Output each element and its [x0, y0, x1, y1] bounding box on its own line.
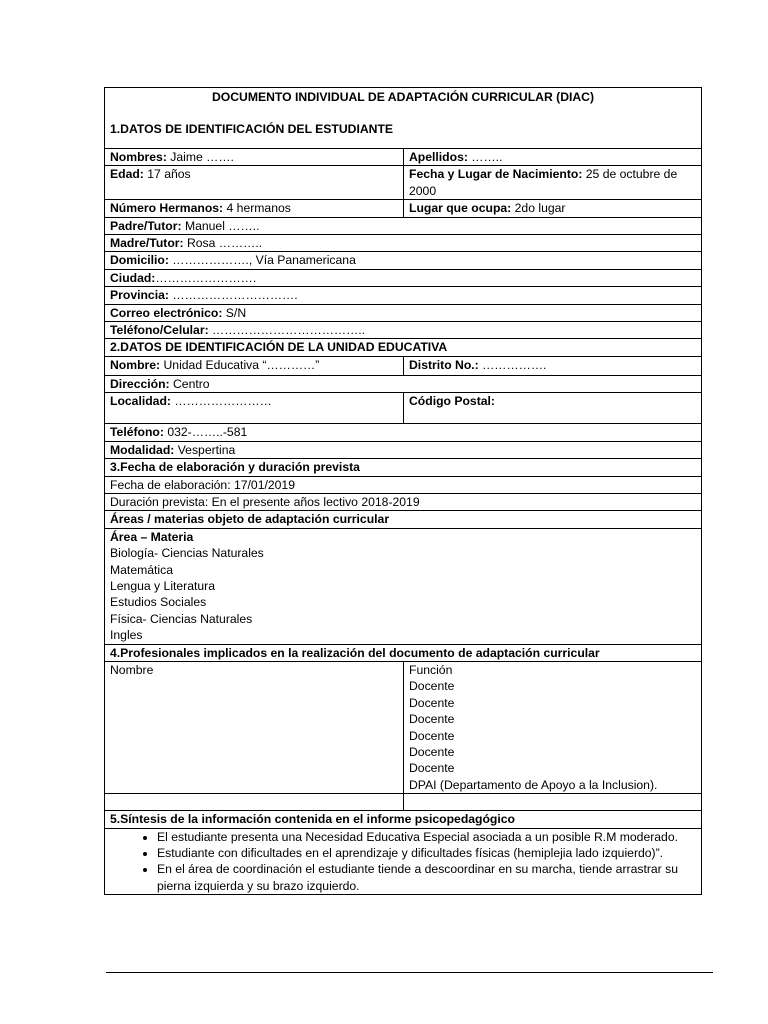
row-section4-title	[105, 644, 702, 661]
funcion-item: Docente	[409, 695, 455, 710]
distrito-value: …………….	[478, 357, 547, 372]
madre-value: Rosa ………..	[183, 236, 263, 251]
areas-title: Áreas / materias objeto de adaptación curricular	[105, 511, 702, 528]
row-direccion	[105, 375, 702, 392]
row-empty	[105, 794, 702, 811]
nombres-value: Jaime …….	[166, 150, 234, 164]
row-localidad	[105, 393, 702, 424]
hermanos-value: 4 hermanos	[223, 201, 291, 216]
fecha-elaboracion: Fecha de elaboración: 17/01/2019	[105, 476, 702, 493]
nombre-header: Nombre	[110, 662, 154, 677]
funcion-item: Docente	[409, 761, 455, 776]
direccion-label: Dirección:	[110, 376, 170, 391]
direccion-cell	[105, 375, 702, 392]
unidad-telefono-label: Teléfono:	[110, 425, 164, 440]
row-section3-title	[105, 459, 702, 476]
funcion-item: Docente	[409, 728, 455, 743]
telefono-celular-cell	[105, 322, 702, 339]
modalidad-value: Vespertina	[174, 442, 236, 457]
unidad-nombre-cell	[105, 356, 404, 375]
apellidos-label: Apellidos:	[409, 150, 468, 164]
profesional-funcion-cell	[404, 661, 702, 793]
direccion-value: Centro	[169, 376, 210, 391]
padre-cell	[105, 217, 702, 234]
domicilio-cell	[105, 252, 702, 269]
row-unidad-telefono	[105, 424, 702, 441]
localidad-value: ……………………	[170, 394, 272, 409]
materia-item: Física- Ciencias Naturales	[110, 611, 253, 626]
row-profesionales	[105, 661, 702, 793]
madre-label: Madre/Tutor:	[110, 236, 184, 251]
materia-item: Lengua y Literatura	[110, 578, 216, 593]
telefono-celular-value: ………………………………..	[208, 323, 366, 338]
hermanos-label: Número Hermanos:	[110, 201, 224, 216]
row-modalidad	[105, 441, 702, 458]
telefono-celular-label: Teléfono/Celular:	[110, 323, 209, 338]
row-hermanos	[105, 200, 702, 217]
nombres-label: Nombres:	[110, 150, 167, 164]
diac-form-table	[104, 87, 702, 895]
row-ciudad	[105, 269, 702, 286]
provincia-label: Provincia:	[110, 288, 169, 303]
funcion-header: Función	[409, 662, 453, 677]
section1-title: 1.DATOS DE IDENTIFICACIÓN DEL ESTUDIANTE	[110, 122, 394, 137]
apellidos-value: ……..	[467, 150, 503, 164]
section4-title: 4.Profesionales implicados en la realización del documento de adaptación curricular	[105, 644, 702, 661]
materias-cell	[105, 528, 702, 644]
nombres-cell	[105, 149, 404, 166]
area-header: Área – Materia	[110, 529, 194, 544]
lugar-cell	[404, 200, 702, 217]
funcion-item: Docente	[409, 745, 455, 759]
row-section2-title	[105, 339, 702, 356]
row-section5-title	[105, 811, 702, 828]
section5-title: 5.Síntesis de la información contenida en el informe psicopedagógico	[105, 811, 702, 828]
header-row	[105, 88, 702, 149]
row-materias	[105, 528, 702, 644]
sintesis-list	[110, 829, 696, 895]
row-correo	[105, 304, 702, 321]
fecha-nacimiento-label: Fecha y Lugar de Nacimiento:	[409, 167, 583, 182]
duracion-prevista: Duración prevista: En el presente años lectivo 2018-2019	[105, 493, 702, 510]
sintesis-item: • Estudiante con dificultades en el aprendizaje y dificultades físicas (hemiplejia lado izquierdo)”.	[157, 845, 696, 861]
row-duracion	[105, 493, 702, 510]
distrito-cell	[404, 356, 702, 375]
localidad-label: Localidad:	[110, 394, 171, 409]
distrito-label: Distrito No.:	[409, 357, 479, 372]
section2-title: 2.DATOS DE IDENTIFICACIÓN DE LA UNIDAD EDUCATIVA	[105, 339, 702, 356]
row-domicilio	[105, 252, 702, 269]
row-madre	[105, 235, 702, 252]
apellidos-cell	[404, 149, 702, 166]
profesional-nombre-cell	[105, 661, 404, 793]
row-sintesis	[105, 828, 702, 895]
row-edad	[105, 166, 702, 200]
domicilio-value: ………………., Vía Panamericana	[168, 253, 356, 268]
edad-label: Edad:	[110, 167, 144, 182]
unidad-nombre-value: Unidad Educativa “…………”	[160, 357, 320, 372]
provincia-cell	[105, 287, 702, 304]
row-areas-title	[105, 511, 702, 528]
sintesis-cell	[105, 828, 702, 895]
domicilio-label: Domicilio:	[110, 253, 169, 268]
edad-cell	[105, 166, 404, 200]
fecha-nacimiento-value: 25 de octubre de 2000	[409, 167, 678, 198]
materia-item: Matemática	[110, 562, 173, 577]
codigo-postal-label: Código Postal:	[404, 393, 702, 424]
lugar-label: Lugar que ocupa:	[409, 201, 512, 216]
empty-cell	[404, 794, 702, 811]
row-fecha-elaboracion	[105, 476, 702, 493]
ciudad-cell	[105, 269, 702, 286]
sintesis-item: • En el área de coordinación el estudiante tiende a descoordinar en su marcha, tiende arrastrar su pierna izquierda y su brazo izquierdo.	[157, 861, 696, 894]
localidad-cell	[105, 393, 404, 424]
row-nombres	[105, 149, 702, 166]
unidad-telefono-value: 032-……..-581	[163, 425, 248, 440]
materia-item: Estudios Sociales	[110, 595, 207, 610]
fecha-nacimiento-cell	[404, 166, 702, 200]
correo-value: S/N	[222, 305, 247, 320]
row-padre	[105, 217, 702, 234]
row-telefono-celular	[105, 322, 702, 339]
madre-cell	[105, 235, 702, 252]
ciudad-value: …………………….	[155, 270, 257, 285]
padre-value: Manuel ……..	[181, 218, 260, 233]
unidad-telefono-cell	[105, 424, 702, 441]
document-title: DOCUMENTO INDIVIDUAL DE ADAPTACIÓN CURRICULAR (DIAC)	[211, 90, 595, 104]
row-provincia	[105, 287, 702, 304]
padre-label: Padre/Tutor:	[110, 218, 182, 233]
row-unidad-nombre	[105, 356, 702, 375]
funcion-item: Docente	[409, 712, 455, 727]
empty-cell	[105, 794, 404, 811]
materia-item: Ingles	[110, 628, 143, 643]
modalidad-label: Modalidad:	[110, 442, 175, 457]
provincia-value: ………………………….	[168, 288, 298, 303]
section3-title: 3.Fecha de elaboración y duración prevista	[105, 459, 702, 476]
ciudad-label: Ciudad:	[110, 270, 156, 285]
hermanos-cell	[105, 200, 404, 217]
funcion-item: Docente	[409, 679, 455, 694]
funcion-item: DPAI (Departamento de Apoyo a la Inclusion).	[409, 777, 658, 792]
correo-label: Correo electrónico:	[110, 305, 223, 320]
footer-rule	[106, 972, 713, 973]
correo-cell	[105, 304, 702, 321]
lugar-value: 2do lugar	[511, 201, 566, 216]
sintesis-item: • El estudiante presenta una Necesidad Educativa Especial asociada a un posible R.M moderado.	[157, 829, 696, 845]
modalidad-cell	[105, 441, 702, 458]
materia-item: Biología- Ciencias Naturales	[110, 546, 264, 561]
unidad-nombre-label: Nombre:	[110, 357, 161, 372]
header-cell	[105, 88, 702, 149]
edad-value: 17 años	[143, 167, 191, 182]
